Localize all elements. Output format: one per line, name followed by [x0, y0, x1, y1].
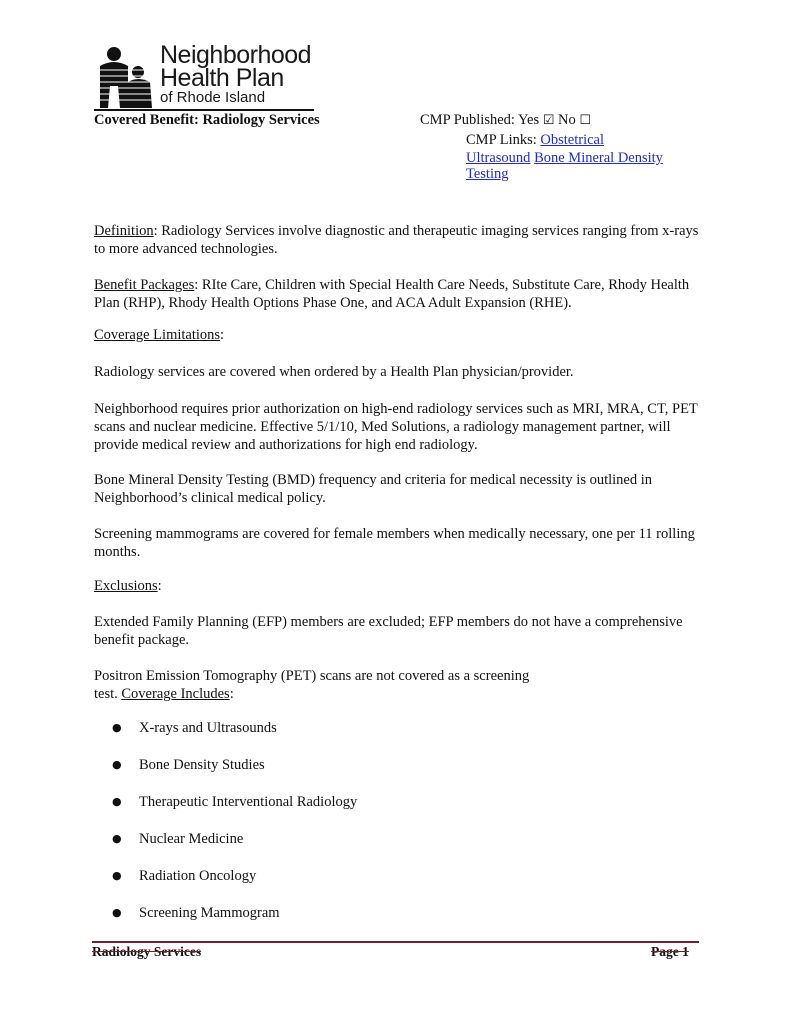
no-unchecked-checkbox-icon: ☐: [579, 113, 592, 128]
footer-divider: [92, 941, 699, 943]
list-item-text: X-rays and Ultrasounds: [139, 720, 277, 736]
list-item-text: Therapeutic Interventional Radiology: [139, 794, 358, 810]
cmp-published-label: CMP Published: Yes: [420, 112, 540, 128]
footer-page-number: Page 1: [651, 944, 689, 959]
list-item: [112, 830, 612, 867]
list-item-text: Bone Density Studies: [139, 757, 265, 773]
coverage-limitations-colon: :: [220, 327, 225, 343]
exclusion-paragraph-2-line1: Positron Emission Tomography (PET) scans are not covered as a screening: [94, 668, 530, 684]
exclusion-paragraph-2: [94, 667, 704, 703]
bullet-icon: ●: [112, 795, 122, 808]
logo-text-line1: Neighborhood: [160, 41, 312, 69]
coverage-limitations-heading: [94, 326, 704, 344]
footer-document-title: Radiology Services: [92, 944, 202, 959]
coverage-includes-colon: :: [229, 686, 234, 702]
bullet-icon: ●: [112, 832, 122, 845]
exclusion-paragraph-1: Extended Family Planning (EFP) members are excluded; EFP members do not have a comprehensive benefit package.: [94, 614, 683, 648]
logo-text-line2: Health Plan: [160, 64, 284, 92]
cmp-links-line-3: [466, 166, 508, 183]
link-bone-mineral-density[interactable]: Bone Mineral Density: [534, 150, 663, 166]
list-item: [112, 867, 612, 904]
list-item: [112, 793, 612, 830]
no-label: No: [558, 112, 576, 128]
bullet-icon: ●: [112, 869, 122, 882]
definition-paragraph: [94, 222, 704, 258]
coverage-limitation-paragraph-1: Radiology services are covered when ordered by a Health Plan physician/provider.: [94, 364, 574, 380]
list-item-text: Radiation Oncology: [139, 868, 257, 884]
coverage-includes-list: [112, 719, 612, 941]
bullet-icon: ●: [112, 906, 122, 919]
exclusions-heading: [94, 577, 704, 595]
cmp-links-line-2: [466, 150, 663, 167]
benefit-packages-text: : RIte Care, Children with Special Health Care Needs, Substitute Care, Rhody Health Plan (RHP), Rhody Health Options Phase One, and ACA Adult Expansion (RHE).: [94, 277, 690, 311]
exclusion-paragraph-2-line2: [94, 685, 704, 703]
logo-text-line3: of Rhode Island: [160, 89, 266, 106]
logo-figures-icon: [94, 46, 158, 110]
coverage-limitation-paragraph-3: Bone Mineral Density Testing (BMD) frequency and criteria for medical necessity is outlined in Neighborhood’s clinical medical policy.: [94, 472, 653, 506]
list-item-text: Screening Mammogram: [139, 905, 280, 921]
list-item: [112, 756, 612, 793]
link-obstetrical[interactable]: Obstetrical: [540, 132, 605, 148]
exclusions-colon: :: [157, 578, 162, 594]
exclusions-label: Exclusions: [94, 578, 158, 594]
exclusion-last-line-prefix: test.: [94, 686, 118, 702]
cmp-links-line: [466, 132, 604, 149]
bullet-icon: ●: [112, 721, 122, 734]
cmp-links-label: CMP Links:: [466, 132, 537, 148]
list-item: [112, 904, 612, 941]
link-ultrasound[interactable]: Ultrasound: [466, 150, 531, 166]
coverage-limitation-paragraph-2: Neighborhood requires prior authorization on high-end radiology services such as MRI, MRA, CT, PET scans and nuclear medicine. Effective 5/1/10, Med Solutions, a radiology management partner, will provide medical review and authorizations for high end radiology.: [94, 401, 698, 453]
coverage-limitations-label: Coverage Limitations: [94, 327, 221, 343]
covered-benefit-title: Covered Benefit: Radiology Services: [94, 112, 320, 128]
link-testing[interactable]: Testing: [466, 166, 509, 182]
definition-text: : Radiology Services involve diagnostic and therapeutic imaging services ranging from x-rays to more advanced technologies.: [94, 223, 699, 257]
benefit-packages-paragraph: [94, 276, 704, 312]
cmp-published-line: [420, 112, 591, 129]
logo-underline: [94, 109, 314, 111]
coverage-includes-label: Coverage Includes: [121, 686, 230, 702]
benefit-packages-label: Benefit Packages: [94, 277, 195, 293]
list-item: [112, 719, 612, 756]
list-item-text: Nuclear Medicine: [139, 831, 244, 847]
coverage-limitation-paragraph-4: Screening mammograms are covered for female members when medically necessary, one per 11 rolling months.: [94, 526, 695, 560]
bullet-icon: ●: [112, 758, 122, 771]
yes-checked-checkbox-icon: ☑: [542, 113, 555, 128]
definition-label: Definition: [94, 223, 154, 239]
